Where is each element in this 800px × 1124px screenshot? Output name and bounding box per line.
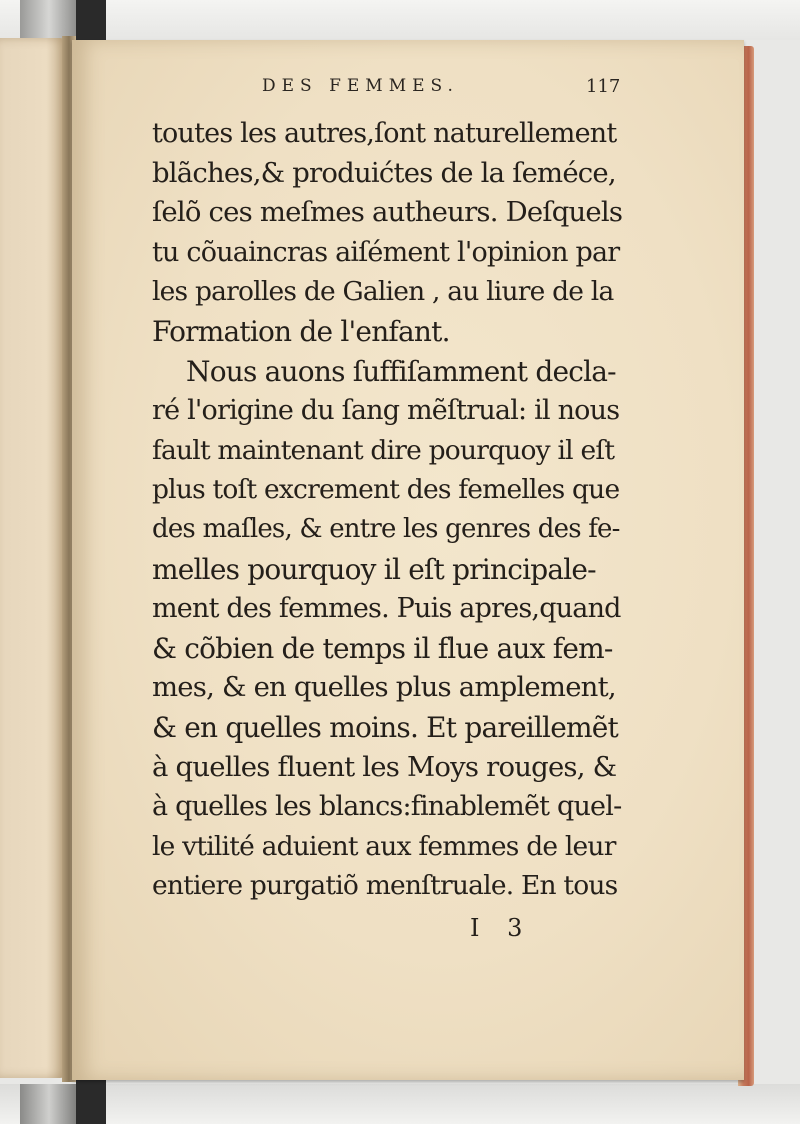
page-number: 117 xyxy=(586,76,621,97)
text-line: à quelles fluent les Moys rouges, & xyxy=(152,750,617,783)
text-line: les parolles de Galien , au liure de la xyxy=(152,276,614,308)
text-line: le vtilité aduient aux femmes de leur xyxy=(152,830,616,862)
text-line: tu cõuaincras aiſément l'opinion par xyxy=(152,236,620,268)
text-line: Formation de l'enfant. xyxy=(152,314,450,348)
scan-background-top xyxy=(0,0,800,40)
text-line: fault maintenant dire pourquoy il eſt xyxy=(152,434,615,466)
signature-mark: I 3 xyxy=(470,914,533,942)
running-head: DES FEMMES. xyxy=(262,76,459,96)
text-line: ſelõ ces meſmes autheurs. Deſquels xyxy=(152,196,623,229)
scan-background-bottom xyxy=(0,1084,800,1124)
text-line: Nous auons ſuffiſamment decla- xyxy=(186,354,616,388)
text-line: mes, & en quelles plus amplement, xyxy=(152,671,616,704)
facing-page-left xyxy=(0,38,66,1078)
text-line: ré l'origine du ſang mẽſtrual: il nous xyxy=(152,395,620,427)
text-line: blãches,& produićtes de la ſeméce, xyxy=(152,156,616,189)
text-line: plus toſt excrement des femelles que xyxy=(152,474,620,506)
body-text xyxy=(152,114,622,906)
text-line: toutes les autres,ſont naturellement xyxy=(152,118,617,149)
text-line: melles pourquoy il eſt principale- xyxy=(152,552,596,586)
text-line: & en quelles moins. Et pareillemẽt xyxy=(152,710,618,744)
text-line: & cõbien de temps il flue aux fem- xyxy=(152,631,613,665)
text-line: des maſles, & entre les genres des fe- xyxy=(152,513,620,544)
book-clip-top xyxy=(20,0,78,40)
book-clip-bottom xyxy=(20,1084,78,1124)
text-line: à quelles les blancs:finablemẽt quel- xyxy=(152,791,622,823)
text-line: ment des femmes. Puis apres,quand xyxy=(152,593,621,625)
text-line: entiere purgatiõ menſtruale. En tous xyxy=(152,870,618,902)
